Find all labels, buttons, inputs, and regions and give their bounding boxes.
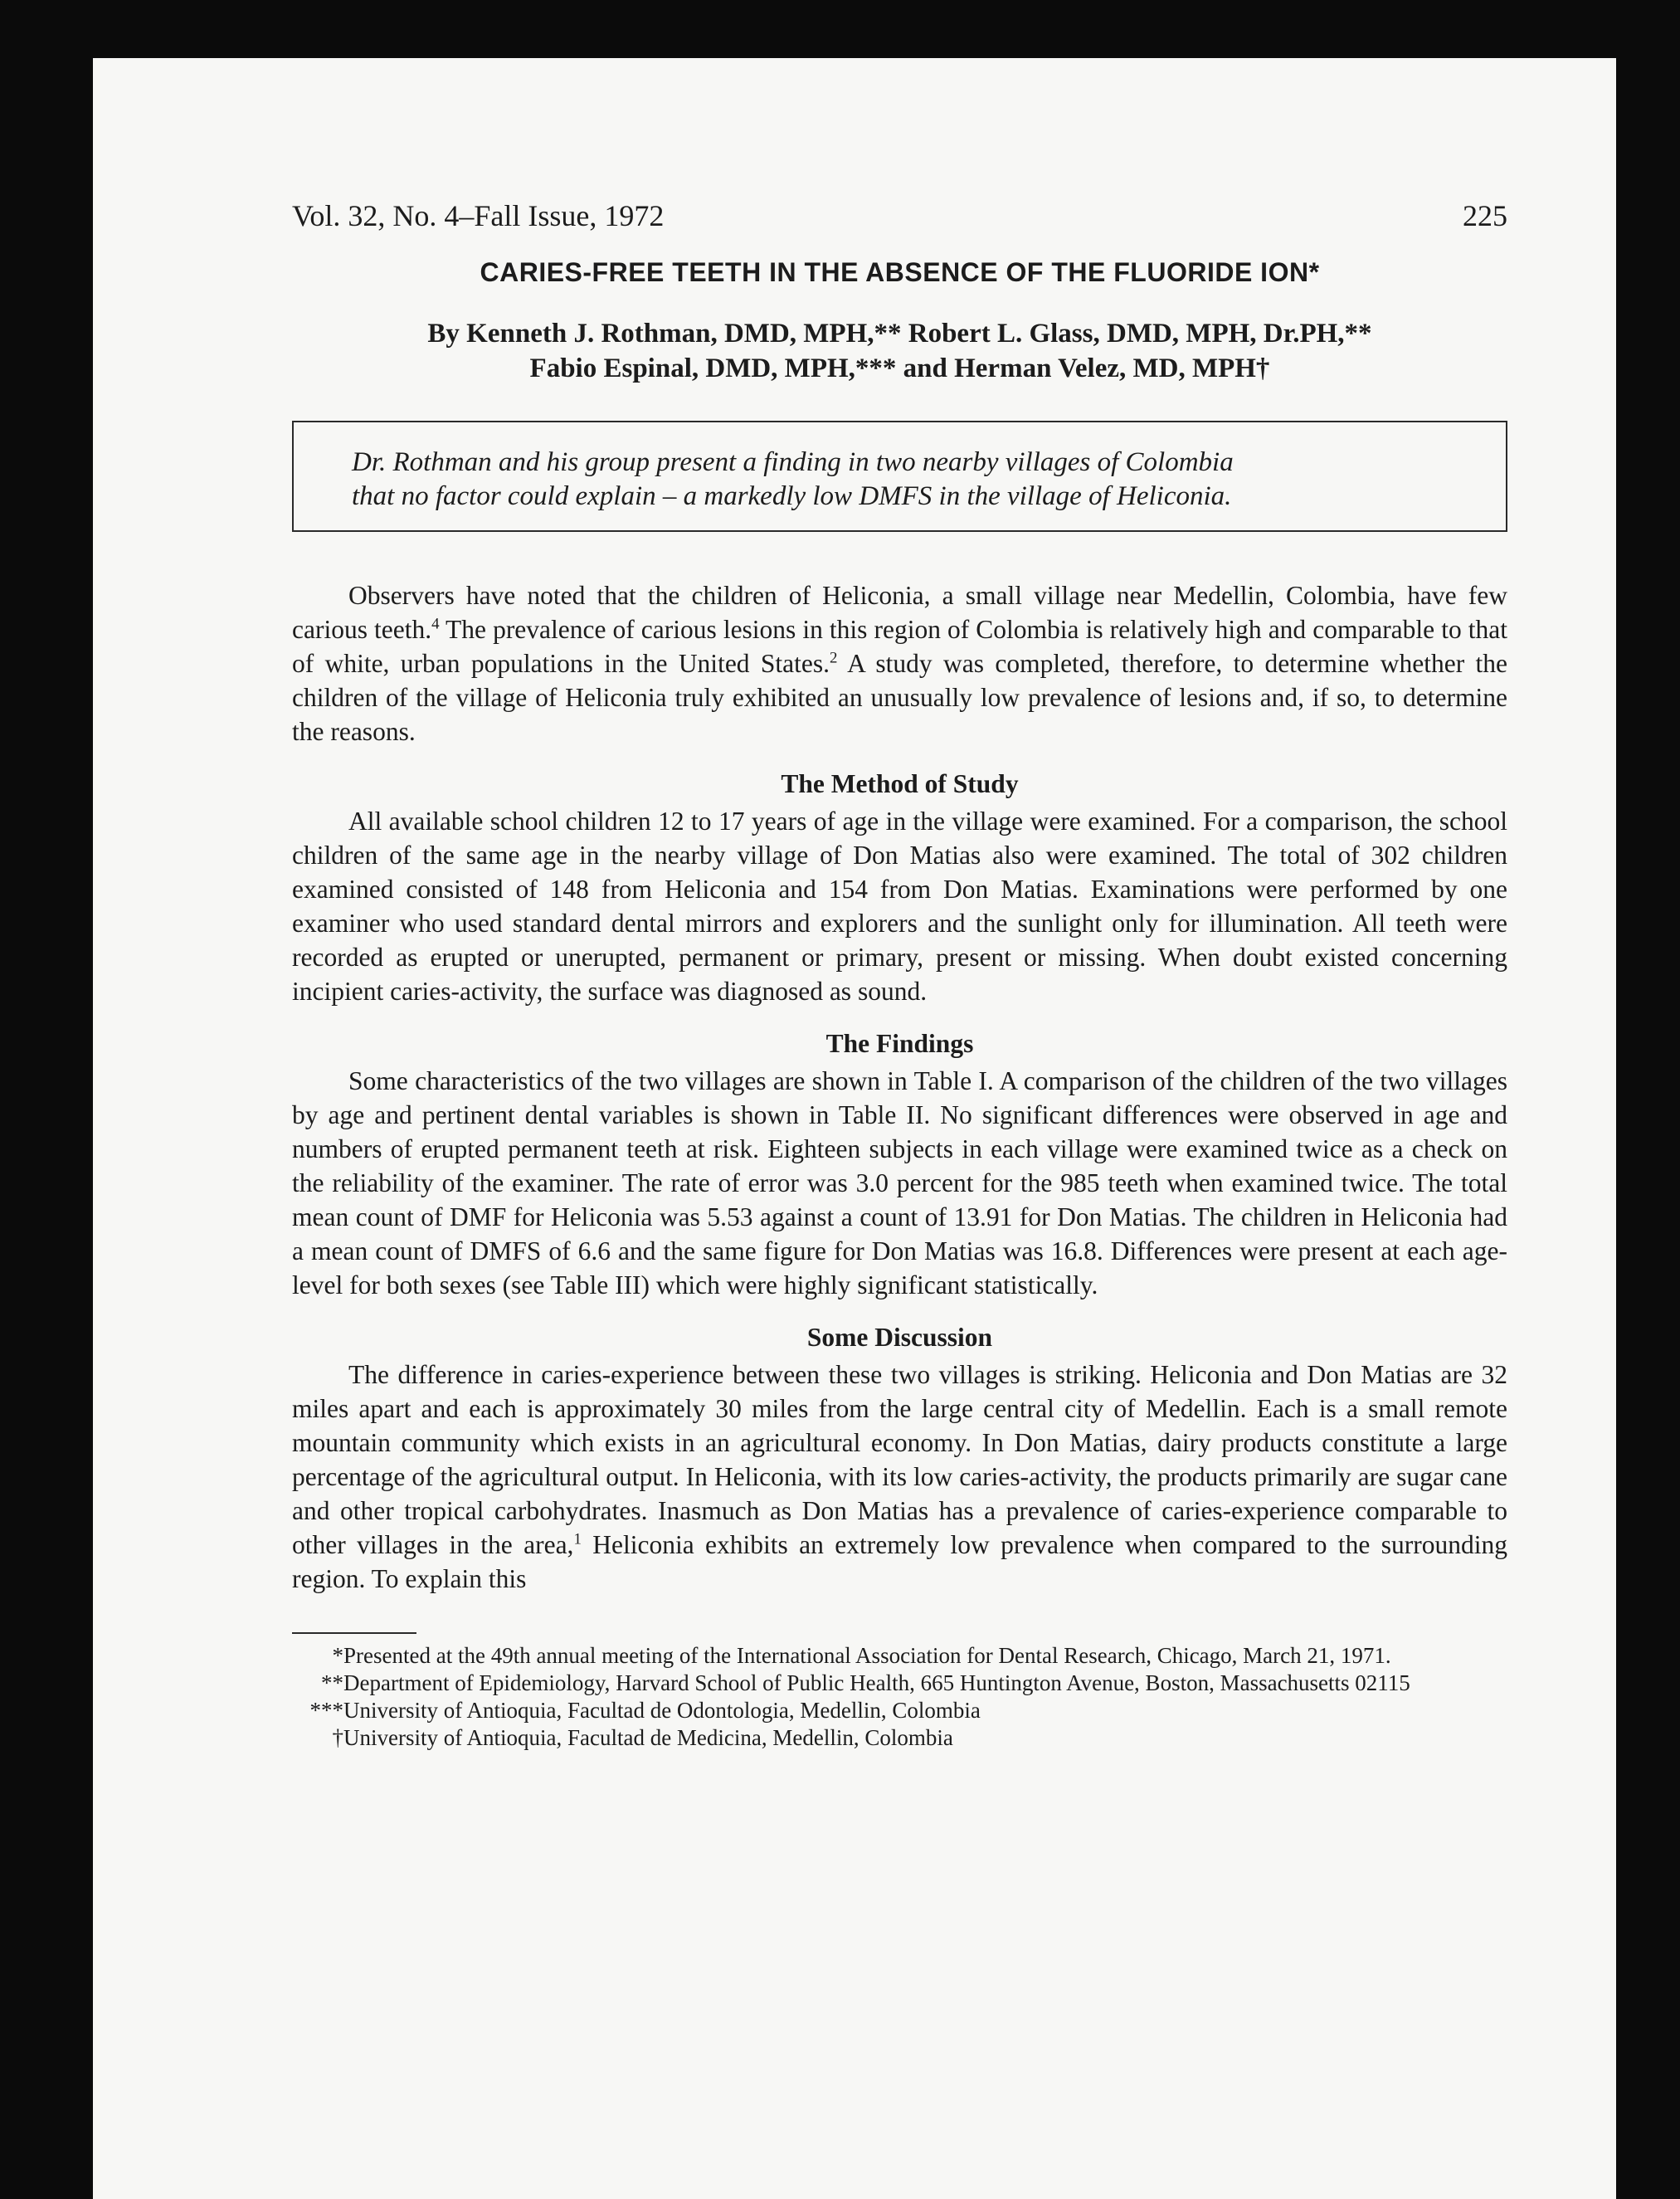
findings-paragraph: Some characteristics of the two villages are shown in Table I. A comparison of the children of the two villages by age and pertinent dental variables is shown in Table II. No significant differences were observed in age and numbers of erupted permanent teeth at risk. Eighteen subjects in each village were examined twice as a check on the reliability of the examiner. The rate of error was 3.0 percent for the 985 teeth when examined twice. The total mean count of DMF for Heliconia was 5.53 against a count of 13.91 for Don Matias. The children in Heliconia had a mean count of DMFS of 6.6 and the same figure for Don Matias was 16.8. Differences were present at each age-level for both sexes (see Table III) which were highly significant statistically. (292, 1066, 1507, 1299)
footnote: *** University of Antioquia, Facultad de Odontologia, Medellin, Colombia (309, 1698, 981, 1723)
abstract-line-1: Dr. Rothman and his group present a finding in two nearby villages of Colombia (352, 447, 1234, 477)
reference-marker: 2 (830, 649, 838, 667)
discussion-paragraph: The difference in caries-experience between these two villages is striking. Heliconia and Don Matias are 32 miles apart and each is approximately 30 miles from the large central city of Medellin. Each is a small remote mountain community which exists in an agricultural economy. In Don Matias, dairy products constitute a large percentage of the agricultural output. In Heliconia, with its low caries-activity, the products primarily are sugar cane and other tropical carbohydrates. Inasmuch as Don Matias has a prevalence of caries-experience comparable to other villages in the area,$^1$ Heliconia exhibits an extremely low prevalence when compared to the surrounding region. To explain this (292, 1360, 1507, 1593)
footnote: * Presented at the 49th annual meeting of the International Association for Dental Research, Chicago, March 21, 1971. (332, 1643, 1391, 1668)
author-line-1: By Kenneth J. Rothman, DMD, MPH,** Robert L. Glass, DMD, MPH, Dr.PH,** (427, 319, 1372, 349)
discussion-heading: Some Discussion (806, 1323, 993, 1352)
intro-paragraph: Observers have noted that the children of Heliconia, a small village near Medellin, Colombia, have few carious teeth.$^4$ The prevalence of carious lesions in this region of Colombia is relatively high and comparable to that of white, urban populations in the United States.$^2$ A study was completed, therefore, to determine whether the children of the village of Heliconia truly exhibited an unusually low prevalence of lesions and, if so, to determine the reasons. (292, 581, 1508, 746)
footnote: ** Department of Epidemiology, Harvard School of Public Health, 665 Huntington Avenue, Boston, Massachusetts 02115 (321, 1670, 1410, 1695)
footnote-divider (292, 1632, 416, 1634)
running-header (292, 197, 1507, 234)
journal-issue: Vol. 32, No. 4–Fall Issue, 1972 (292, 199, 665, 232)
reference-marker: 4 (431, 615, 440, 633)
page-content (292, 197, 1507, 1752)
journal-page (93, 58, 1616, 2199)
reference-marker: 1 (573, 1530, 582, 1548)
author-list (292, 316, 1507, 386)
author-line-2: Fabio Espinal, DMD, MPH,*** and Herman Velez, MD, MPH† (529, 353, 1270, 383)
method-paragraph: All available school children 12 to 17 years of age in the village were examined. For a comparison, the school children of the same age in the nearby village of Don Matias also were examined. The total of 302 children examined consisted of 148 from Heliconia and 154 from Don Matias. Examinations were performed by one examiner who used standard dental mirrors and explorers and the sunlight only for illumination. All teeth were recorded as erupted or unerupted, permanent or primary, present or missing. When doubt existed concerning incipient caries-activity, the surface was diagnosed as sound. (292, 807, 1507, 1006)
findings-heading: The Findings (825, 1029, 974, 1058)
abstract-box (292, 421, 1507, 532)
footnotes (292, 1642, 1507, 1752)
method-heading: The Method of Study (781, 769, 1019, 798)
page-number: 225 (1463, 199, 1507, 232)
footnote: † University of Antioquia, Facultad de Medicina, Medellin, Colombia (332, 1725, 953, 1750)
abstract-line-2: that no factor could explain – a markedly low DMFS in the village of Heliconia. (352, 481, 1232, 511)
article-title: CARIES-FREE TEETH IN THE ABSENCE OF THE FLUORIDE ION* (480, 257, 1320, 287)
